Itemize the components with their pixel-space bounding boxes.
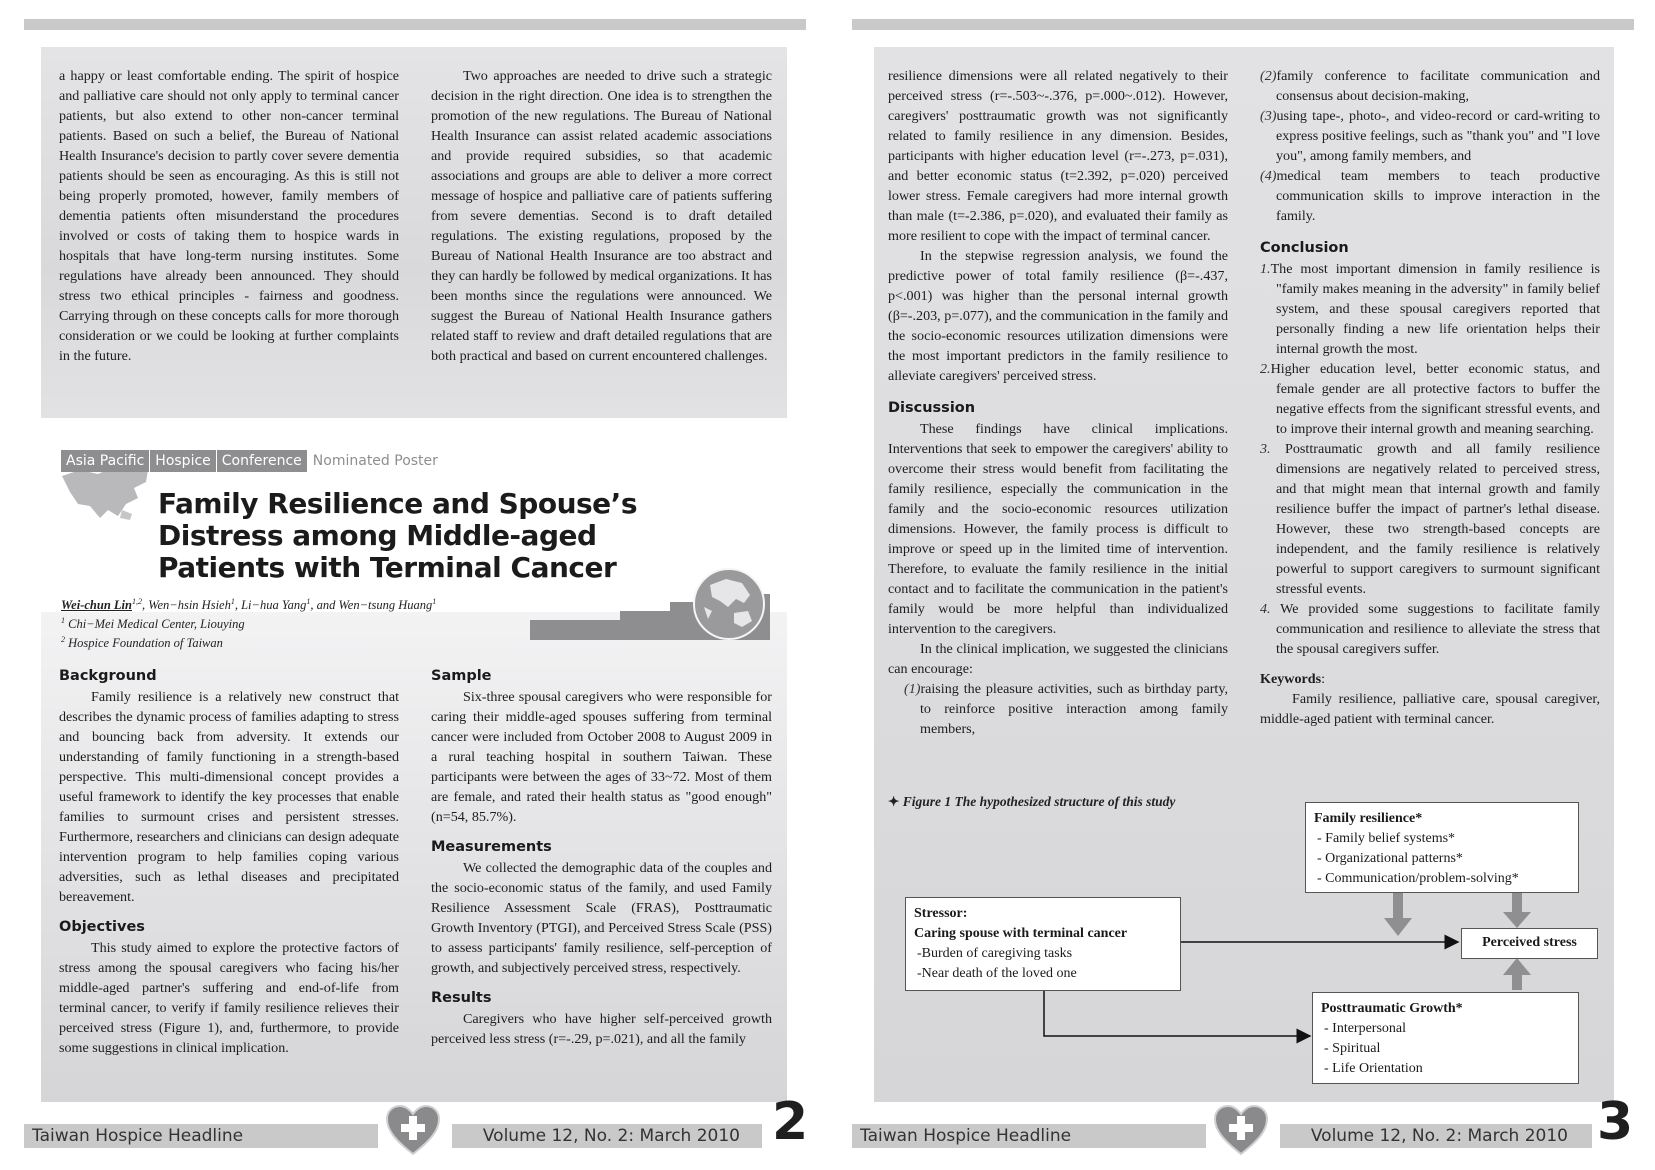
footer-publication-title-right: Taiwan Hospice Headline [860,1126,1072,1146]
perceived-stress-label: Perceived stress [1482,935,1577,950]
conclusion-item-3-text: Posttraumatic growth and all family resilience dimensions are negatively related to perceived stress, and that might mean that internal growth and family resilience buffer the impact of partner's lethal disease. However, these two strength-based concepts are independent, and the family resilience is relatively powerful to support caregivers to surmount significant stressful events. [1276,441,1600,597]
affiliation-1-sup: 1 [61,616,65,626]
diamond-bullet-icon: ✦ [888,794,903,809]
keywords-heading: Keywords [1260,671,1322,687]
lead-author-sup: 1,2 [131,597,142,606]
posttraumatic-item-2: - Spiritual [1324,1041,1381,1056]
objectives-heading: Objectives [59,919,145,935]
tag-asia-pacific: Asia Pacific [61,450,149,472]
footer-volume: Volume 12, No. 2: March 2010 [482,1126,740,1146]
objectives-text: This study aimed to explore the protective factors of stress among the spousal caregivers who facing his/her middle-aged partner's suffering and end-of-life from terminal cancer, to verify if family resilience relieves their perceived stress (Figure 1), and, furthermore, to provide some suggestions in clinical implication. [59,940,399,1056]
author-3-sup: 1 [306,597,311,606]
conclusion-item-3-num: 3. [1260,441,1271,457]
encourage-item-2-num: (2) [1260,68,1277,84]
posttraumatic-title: Posttraumatic Growth* [1321,1001,1463,1016]
sample-heading: Sample [431,668,492,684]
discussion-text-2: In the clinical implication, we suggested the clinicians can encourage: [888,641,1228,677]
page-number-right: 3 [1597,1092,1634,1152]
tag-conference: Conference [217,450,307,472]
conclusion-heading: Conclusion [1260,240,1349,256]
affiliation-2-sup: 2 [61,635,65,645]
family-resilience-title: Family resilience* [1314,811,1423,826]
author-4: , and Wen−tsung Huang [310,598,433,613]
encourage-item-3-text: using tape-, photo-, and video-record or card-writing to express positive feelings, such as "thank you" and "I love you", among family members, and [1276,108,1600,164]
conclusion-item-2-num: 2. [1260,361,1271,377]
stressor-title-1: Stressor: [914,906,968,921]
footer-bar-right-volume [1280,1124,1592,1148]
affiliation-1-text: Chi−Mei Medical Center, Liouying [68,617,245,632]
footer-volume-right: Volume 12, No. 2: March 2010 [1310,1126,1568,1146]
results-heading: Results [431,990,492,1006]
page-number-left: 2 [772,1092,809,1152]
measurements-heading: Measurements [431,839,552,855]
conclusion-item-2-text: Higher education level, better economic status, and female gender are all protective factors to buffer the negative effects from the significant stressful events, and to improve their internal growth and meaning searching. [1270,361,1600,437]
encourage-item-1-num: (1) [904,681,921,697]
results-text: Caregivers who have higher self-perceived growth perceived less stress (r=-.29, p=.021), and all the family [431,1011,772,1047]
figure-caption-text: Figure 1 The hypothesized structure of this study [902,794,1176,809]
family-resilience-box [1305,802,1579,893]
discussion-text-1: These findings have clinical implications. Interventions that seek to empower the caregivers' ability to overcome their stress would benefit from facilitating the family resilience, especially the communication in the family and the socio-economic resources utilization dimensions. However, the family process is difficult to improve or speed up in the limited time of intervention. Therefore, to evaluate the family resilience in the initial contact and to facilitate the communication in the patient's family would be more helpful than individualized intervention to the caregivers. [888,421,1228,637]
posttraumatic-item-3: - Life Orientation [1324,1061,1423,1076]
footer-bar-right-title [852,1124,1206,1148]
family-resilience-item-3: - Communication/problem-solving* [1317,871,1519,886]
family-resilience-item-1: - Family belief systems* [1317,831,1456,846]
keywords-text: Family resilience, palliative care, spousal caregiver, middle-aged patient with terminal cancer. [1260,691,1600,727]
encourage-item-4-num: (4) [1260,168,1277,184]
measurements-text: We collected the demographic data of the couples and the socio-economic status of the family, and used Family Resilience Assessment Scale (FRAS), Posttraumatic Growth Inventory (PTGI), and Perceived Stress Scale (PSS) to assess participants' family resilience, self-perception of growth, and subjectively perceived stress, respectively. [431,860,772,976]
stressor-title-2: Caring spouse with terminal cancer [914,926,1128,941]
results-continued-2: In the stepwise regression analysis, we found the predictive power of total family resilience (β=-.437, p<.001) was higher than the personal internal growth (β=-.203, p=.077), and the communication in the family and the socio-economic resources utilization dimensions were the most important predictors in the family resilience to alleviate caregivers' perceived stress. [888,248,1228,384]
stressor-item-1: -Burden of caregiving tasks [917,946,1073,961]
tag-hospice: Hospice [150,450,215,472]
intro-text-2: Two approaches are needed to drive such a strategic decision in the right direction. One idea is to strengthen the promotion of the new regulations. The Bureau of National Health Insurance can assist related academic associations and provide required subsidies, so that academic associations and groups are able to deliver a more correct message of hospice and palliative care of patients suffering from severe dementias. Second is to draft detailed regulations. The existing regulations, proposed by the Bureau of National Health Insurance are too abstract and they can hardly be followed by medical organizations. It has been months since the regulations were announced. We suggest the Bureau of National Health Insurance gathers related staff to review and draft detailed regulations that are both practical and based on current encountered challenges. [431,68,772,364]
footer-publication-title: Taiwan Hospice Headline [32,1126,244,1146]
affiliation-2-text: Hospice Foundation of Taiwan [68,636,223,651]
stressor-box [905,897,1181,991]
stressor-item-2: -Near death of the loved one [917,966,1077,981]
conclusion-item-1-num: 1. [1260,261,1271,277]
perceived-stress-box [1461,928,1598,959]
sample-text: Six-three spousal caregivers who were responsible for caring their middle-aged spouses suffering from terminal cancer were included from October 2008 to August 2009 in a rural teaching hospital in southern Taiwan. These participants were between the ages of 33~72. Most of them are female, and rated their health status as "good enough" (n=54, 85.7%). [431,689,772,825]
author-3: , Li−hua Yang [234,598,307,613]
tag-nominated-poster: Nominated Poster [312,453,438,469]
background-heading: Background [59,668,157,684]
posttraumatic-growth-box [1312,992,1579,1084]
keywords-colon: : [1321,671,1325,687]
author-2: , Wen−hsin Hsieh [141,598,231,613]
lead-author: Wei-chun Lin [61,598,132,613]
encourage-item-1-text: raising the pleasure activities, such as birthday party, to reinforce positive interaction among family members, [920,681,1228,737]
encourage-item-4-text: medical team members to teach productive communication skills to improve interaction in the family. [1276,168,1600,224]
results-continued-1: resilience dimensions were all related negatively to their perceived stress (r=-.503~-.376, p=.000~.012). However, caregivers' posttraumatic growth was not significantly related to family resilience in any dimension. Besides, participants with higher education level (r=-.273, p=.031), and better economic status (t=2.392, p=.020) perceived lower stress. Female caregivers had more internal growth than male (t=-2.386, p=.020), and evaluated their family as more resilient to cope with the impact of terminal cancer. [888,68,1228,244]
encourage-item-3-num: (3) [1260,108,1277,124]
background-text: Family resilience is a relatively new construct that describes the dynamic process of families adapting to stress and bouncing back from adversity. It extends our understanding of family functioning in a strength-based perspective. This multi-dimensional concept provides a useful framework to identify the key processes that enable families to surmount crises and persistent stresses. Furthermore, researchers and clinicians can design adequate intervention program to help families coping various adversities, such as lethal diseases and precipitated bereavement. [59,689,399,905]
family-resilience-item-2: - Organizational patterns* [1317,851,1463,866]
author-2-sup: 1 [230,597,235,606]
encourage-item-2-text: family conference to facilitate communication and consensus about decision-making, [1276,68,1600,104]
discussion-heading: Discussion [888,400,976,416]
author-4-sup: 1 [432,597,437,606]
intro-text-1: a happy or least comfortable ending. The spirit of hospice and palliative care should not only apply to terminal cancer patients, but also extend to other non-cancer terminal patients. Based on such a belief, the Bureau of National Health Insurance's decision to partly cover severe dementia patients should be seen as encouraging. As this is still not being properly promoted, however, family members of dementia patients often misunderstand the procedures involved or costs of taking them to hospice wards in hospitals that have long-term nursing institutes. Some regulations have already been announced. They should stress two ethical principles - fairness and goodness. Carrying through on these concepts calls for more thorough consideration or we could be looking at further complaints in the future. [59,68,399,364]
conclusion-item-1-text: The most important dimension in family resilience is "family makes meaning in the adversity" in family belief system, and these spousal caregivers reported that personally finding a new life orientation helps their internal growth the most. [1270,261,1600,357]
posttraumatic-item-1: - Interpersonal [1324,1021,1407,1036]
conclusion-item-4-text: We provided some suggestions to facilitate family communication and resilience to alleviate the stress that the spousal caregivers suffer. [1276,601,1600,657]
conclusion-item-4-num: 4. [1260,601,1271,617]
heart-plus-icon [1213,1104,1269,1156]
poster-title: Family Resilience and Spouse’s Distress among Middle-aged Patients with Terminal Cancer [158,487,637,584]
